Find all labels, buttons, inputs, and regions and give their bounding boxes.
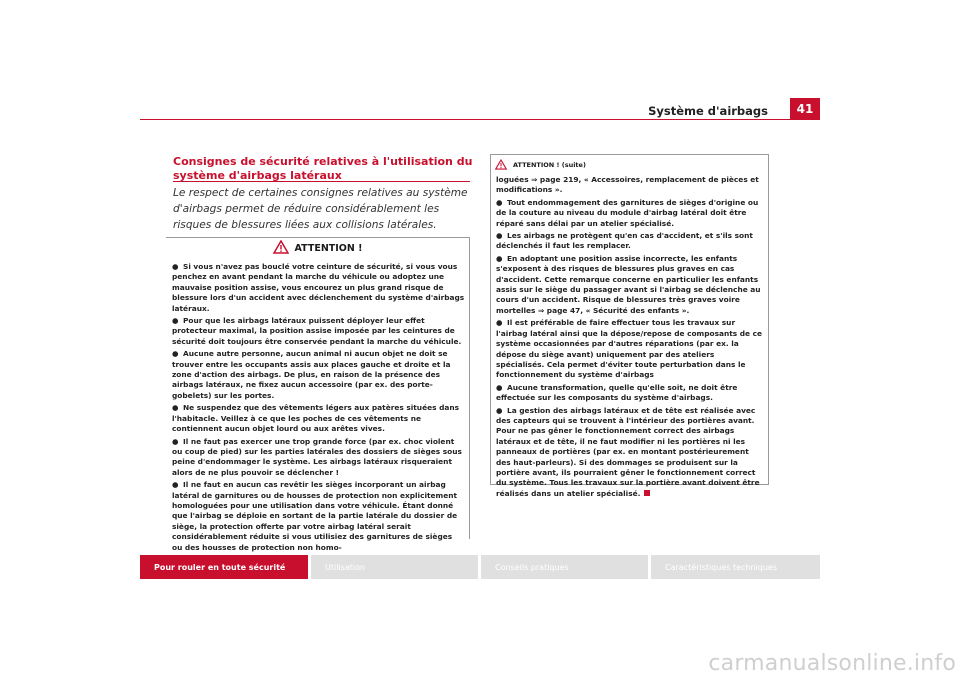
footer-tab-usage[interactable]: Utilisation [311, 555, 478, 579]
warning-triangle-icon [495, 159, 507, 172]
warning-bullet: ● Il ne faut en aucun cas revêtir les sièges incorporant un airbag latéral de garnitures ou de housses de protection non explicitement homologuées pour une utilisation dans votre véhicule. Étant donné que l'airbag se déploie en sortant de la partie latérale du dossier de siège, la protection offerte par votre airbag latéral serait considérablement réduite si vous utilisiez des garnitures de sièges ou des housses de protection non homo- [172, 480, 458, 552]
page-number: 41 [790, 98, 820, 120]
warning-heading-continued: ATTENTION ! (suite) [513, 161, 586, 169]
warning-bullet: ● Il ne faut pas exercer une trop grande force (par ex. choc violent ou coup de pied) sur les parties latérales des dossiers de sièges sous peine d'endommager le système. Les airbags latéraux risqueraient alors de ne plus pouvoir se déclencher ! [172, 436, 462, 477]
warning-header-continued [491, 157, 768, 173]
warning-box-continued [490, 154, 769, 498]
warning-heading: ATTENTION ! [294, 242, 363, 254]
bullet-icon: ● [172, 349, 179, 359]
warning-bullet: ● Si vous n'avez pas bouclé votre ceinture de sécurité, si vous vous penchez en avant pendant la marche du véhicule ou adoptez une mauvaise position assise, vous encourez un plus grand risque de blessure lors d'un accident avec déclenchement du système d'airbags latéraux. [172, 262, 465, 313]
header-title: Système d'airbags [648, 104, 768, 118]
bullet-icon: ● [172, 436, 179, 446]
warning-bullet: ● Aucune transformation, quelle qu'elle soit, ne doit être effectuée sur les composants du système d'airbags. [496, 382, 738, 403]
warning-box [166, 237, 470, 552]
title-rule [173, 181, 470, 182]
warning-triangle-icon [273, 240, 289, 257]
section-title: Consignes de sécurité relatives à l'utilisation du système d'airbags latéraux [173, 155, 473, 182]
bullet-icon: ● [172, 480, 179, 490]
warning-bullet: ● Tout endommagement des garnitures de sièges d'origine ou de la couture au niveau du module d'airbag latéral doit être réparé sans délai par un atelier spécialisé. [496, 197, 759, 228]
bullet-icon: ● [172, 403, 179, 413]
footer-tab-practical-tips[interactable]: Conseils pratiques [481, 555, 648, 579]
bullet-icon: ● [496, 318, 503, 328]
warning-bullet: ● Il est préférable de faire effectuer tous les travaux sur l'airbag latéral ainsi que la dépose/repose de composants de ce système occasionnées par d'autres réparations (par ex. la dépose du siège avant) uniquement par des ateliers spécialisés. Cela permet d'éviter toute perturbation dans le fonctionnement du système d'airbags [496, 318, 763, 380]
footer-tab-technical-specs[interactable]: Caractéristiques techniques [651, 555, 820, 579]
warning-bullet: ● La gestion des airbags latéraux et de tête est réalisée avec des capteurs qui se trouvent à l'intérieur des portières avant. Pour ne pas gêner le fonctionnement correct des airbags latéraux et de tête, il ne faut modifier ni les portières ni les panneaux de portières (par ex. en montant postérieurement des haut-parleurs). Si des dommages se produisent sur la portière avant, ils pourraient gêner le fonctionnement correct du système. Tous les travaux sur la portière avant doivent être réalisés dans un atelier spécialisé. [496, 405, 760, 498]
bullet-icon: ● [496, 231, 503, 241]
bullet-icon: ● [496, 382, 503, 392]
warning-continuation: loguées ⇒ page 219, « Accessoires, remplacement de pièces et modifications ». [496, 175, 759, 195]
bullet-icon: ● [172, 316, 179, 326]
warning-header [166, 238, 469, 258]
watermark: carmanualsonline.info [708, 651, 956, 676]
warning-bullet: ● Aucune autre personne, aucun animal ni aucun objet ne doit se trouver entre les occupants assis aux places gauche et droite et la zone d'action des airbags. De plus, en raison de la présence des airbags latéraux, ne fixez aucun accessoire (par ex. des porte-gobelets) sur les portes. [172, 349, 451, 400]
warning-bullet: ● Les airbags ne protègent qu'en cas d'accident, et s'ils sont déclenchés il faut les remplacer. [496, 231, 753, 251]
warning-bullet: ● Ne suspendez que des vêtements légers aux patères situées dans l'habitacle. Veillez à ce que les poches de ces vêtements ne contiennent aucun objet lourd ou aux arêtes vives. [172, 403, 460, 434]
warning-bullet: ● En adoptant une position assise incorrecte, les enfants s'exposent à des risques de blessures plus graves en cas d'accident. Cette remarque concerne en particulier les enfants assis sur le siège du passager avant si l'airbag se déclenche au cours d'un accident. Risque de blessures très graves voire mortelles ⇒ page 47, « Sécurité des enfants ». [496, 253, 761, 315]
footer-tab-safety[interactable]: Pour rouler en toute sécurité [140, 555, 308, 579]
bullet-icon: ● [496, 197, 503, 207]
end-of-section-icon [644, 490, 650, 496]
warning-bullet: ● Pour que les airbags latéraux puissent déployer leur effet protecteur maximal, la position assise imposée par les ceintures de sécurité doit toujours être conservée pendant la marche du véhicule. [172, 316, 462, 346]
header-rule [140, 119, 820, 120]
warning-body-continued [496, 175, 764, 501]
bullet-icon: ● [496, 405, 503, 415]
bullet-icon: ● [172, 262, 179, 271]
bullet-icon: ● [496, 253, 503, 263]
section-intro: Le respect de certaines consignes relatives au système d'airbags permet de réduire considérablement les risques de blessures liées aux collisions latérales. [173, 187, 468, 231]
warning-body [172, 262, 465, 555]
